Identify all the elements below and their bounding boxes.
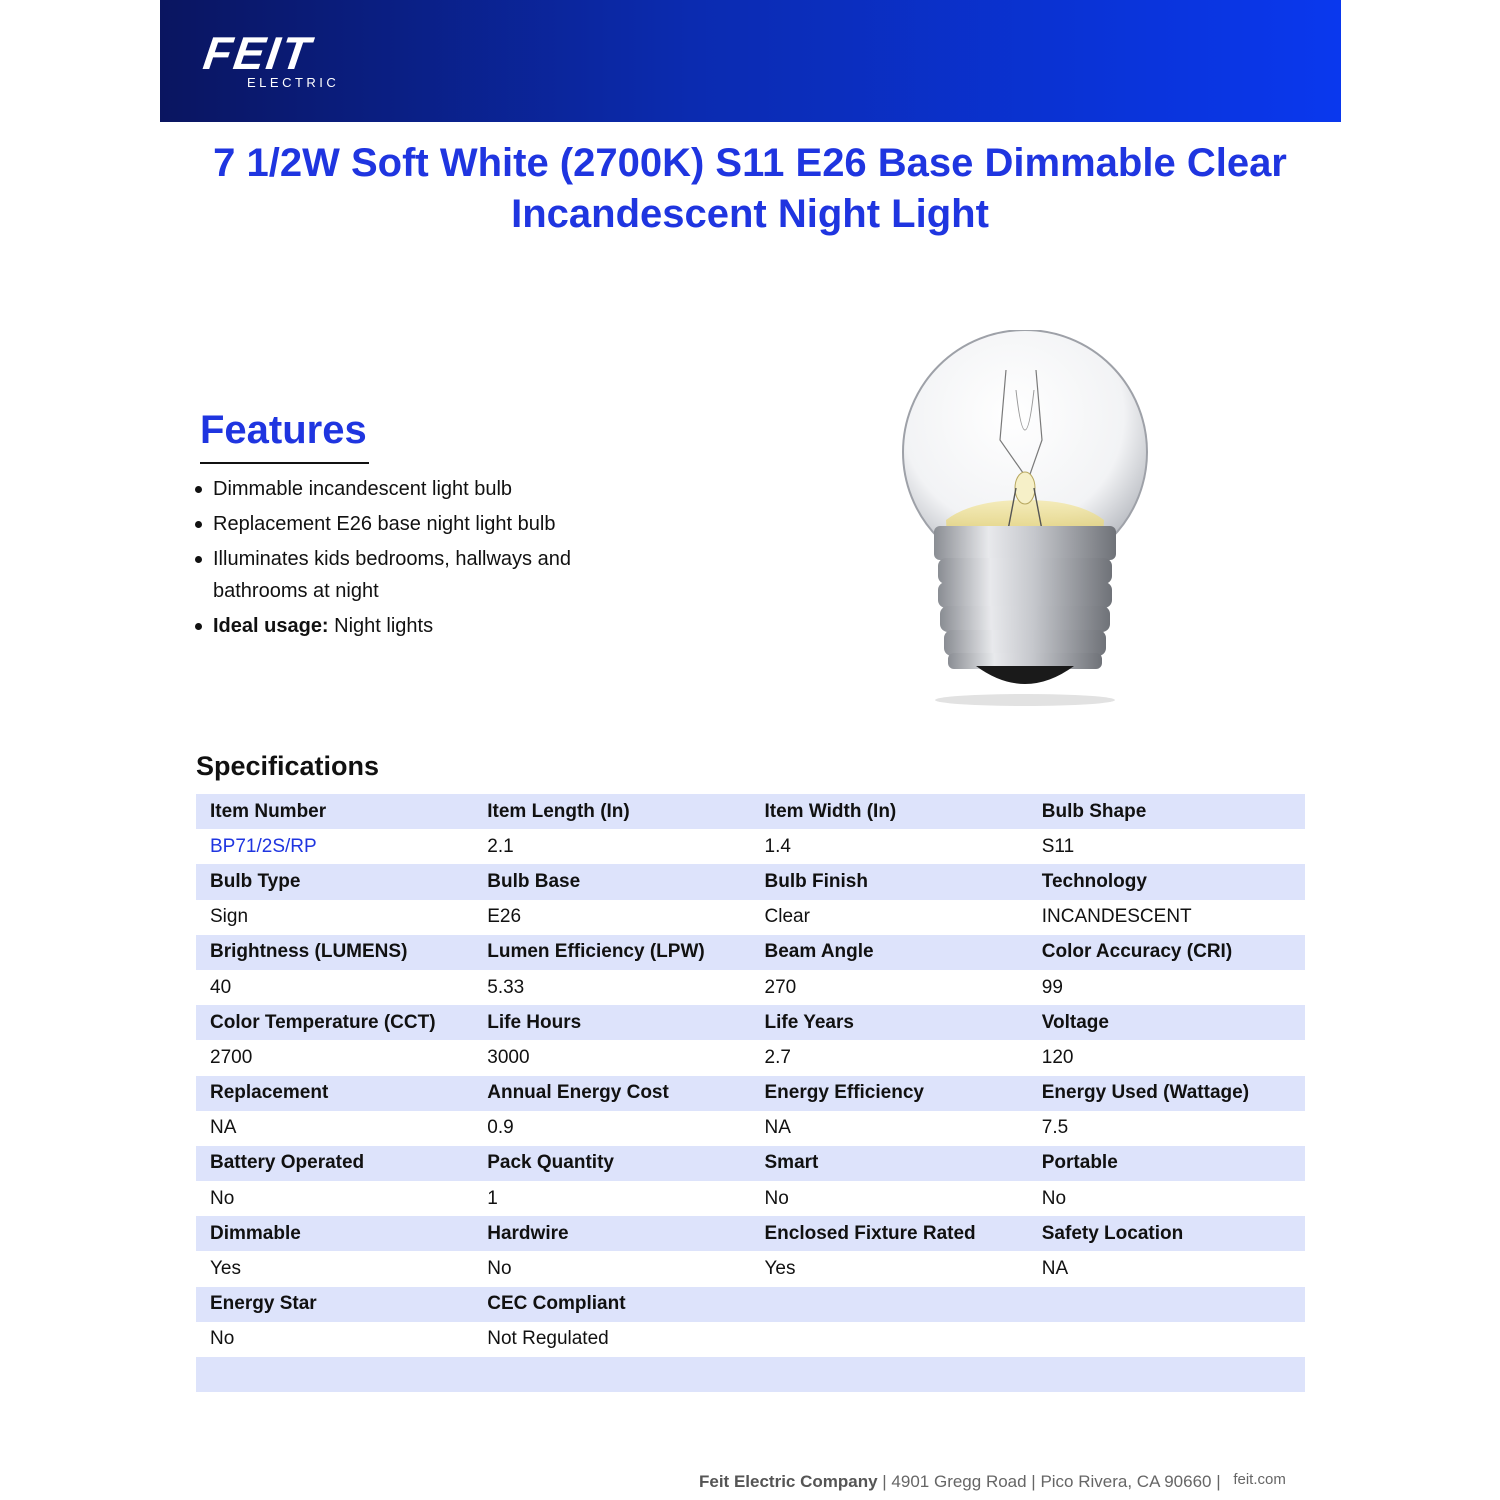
spec-value: 40 bbox=[210, 976, 232, 998]
spec-label: Color Temperature (CCT) bbox=[210, 1011, 436, 1033]
spec-value: 2.1 bbox=[487, 835, 514, 857]
spec-label: CEC Compliant bbox=[487, 1293, 626, 1315]
feit-electric-logo[interactable] bbox=[200, 27, 380, 92]
feature-item bbox=[193, 473, 633, 505]
footer-company: Feit Electric Company bbox=[699, 1472, 878, 1491]
feature-item-text: Dimmable incandescent light bulb bbox=[213, 478, 513, 500]
feature-item bbox=[193, 610, 633, 642]
spec-label: Dimmable bbox=[210, 1222, 301, 1244]
specifications-heading: Specifications bbox=[196, 751, 380, 781]
features-underline bbox=[200, 462, 369, 464]
spec-value: Sign bbox=[210, 906, 249, 928]
specifications-table bbox=[196, 794, 1305, 1392]
spec-value: 1.4 bbox=[764, 835, 791, 857]
spec-header-row bbox=[196, 935, 1305, 970]
spec-label: Battery Operated bbox=[210, 1152, 365, 1174]
spec-value-row bbox=[196, 1322, 1305, 1357]
spec-value: No bbox=[764, 1187, 789, 1209]
spec-label: Annual Energy Cost bbox=[487, 1082, 669, 1104]
spec-value-row bbox=[196, 1040, 1305, 1075]
spec-label: Energy Efficiency bbox=[764, 1082, 924, 1104]
spec-label: Portable bbox=[1041, 1152, 1118, 1174]
spec-label: Smart bbox=[764, 1152, 819, 1174]
spec-value-row bbox=[196, 829, 1305, 864]
spec-header-row bbox=[196, 1076, 1305, 1111]
spec-value: No bbox=[1041, 1187, 1067, 1209]
spec-label: Item Length (In) bbox=[487, 800, 630, 822]
spec-value-row bbox=[196, 970, 1305, 1005]
spec-value: 99 bbox=[1041, 976, 1063, 998]
feature-item-label: Ideal usage: bbox=[213, 615, 329, 637]
feature-item-text: Replacement E26 base night light bulb bbox=[213, 513, 556, 535]
spec-value: 120 bbox=[1041, 1046, 1074, 1068]
spec-label: Hardwire bbox=[487, 1222, 569, 1244]
spec-value: No bbox=[210, 1187, 235, 1209]
features-heading: Features bbox=[200, 408, 367, 452]
spec-header-row bbox=[196, 1216, 1305, 1251]
spec-label: Lumen Efficiency (LPW) bbox=[487, 941, 705, 963]
spec-value-row bbox=[196, 1251, 1305, 1286]
feature-item bbox=[193, 543, 633, 607]
spec-label: Bulb Finish bbox=[764, 870, 868, 892]
spec-value: Yes bbox=[210, 1258, 241, 1280]
spec-value: 7.5 bbox=[1041, 1117, 1069, 1139]
spec-label: Bulb Base bbox=[487, 870, 581, 892]
logo-wordmark: FEIT bbox=[200, 27, 316, 79]
footer bbox=[699, 1472, 1286, 1492]
spec-value-row bbox=[196, 1111, 1305, 1146]
spec-value: 270 bbox=[764, 976, 797, 998]
spec-value: No bbox=[487, 1258, 512, 1280]
spec-value: NA bbox=[1041, 1258, 1069, 1280]
spec-header-row bbox=[196, 1146, 1305, 1181]
spec-value: 1 bbox=[487, 1187, 498, 1209]
spec-value: 3000 bbox=[487, 1046, 530, 1068]
spec-value: S11 bbox=[1041, 835, 1075, 857]
spec-label: Enclosed Fixture Rated bbox=[764, 1222, 976, 1244]
item-number-link[interactable]: BP71/2S/RP bbox=[210, 835, 317, 857]
spec-label: Bulb Shape bbox=[1041, 800, 1147, 822]
spec-label: Energy Used (Wattage) bbox=[1041, 1082, 1250, 1104]
bullet-icon bbox=[195, 521, 202, 528]
light-bulb-image bbox=[888, 330, 1158, 710]
bullet-icon bbox=[195, 486, 202, 493]
spec-label: Item Number bbox=[210, 800, 327, 822]
spec-value: 2.7 bbox=[764, 1046, 791, 1068]
spec-value-row bbox=[196, 1181, 1305, 1216]
spec-label: Energy Star bbox=[210, 1293, 317, 1315]
feature-item-text: Night lights bbox=[328, 615, 434, 637]
spec-header-row bbox=[196, 1287, 1305, 1322]
footer-website-link[interactable]: feit.com bbox=[1233, 1471, 1286, 1488]
spec-value: Yes bbox=[764, 1258, 796, 1280]
spec-header-row bbox=[196, 794, 1305, 829]
spec-label: Replacement bbox=[210, 1082, 329, 1104]
spec-value: 5.33 bbox=[487, 976, 525, 998]
product-title: 7 1/2W Soft White (2700K) S11 E26 Base Dimmable Clear Incandescent Night Light bbox=[213, 141, 1287, 236]
feature-item bbox=[193, 508, 633, 540]
spec-label: Technology bbox=[1041, 870, 1147, 892]
spec-label: Life Hours bbox=[487, 1011, 582, 1033]
spec-value: Not Regulated bbox=[487, 1328, 609, 1350]
spec-label: Voltage bbox=[1041, 1011, 1109, 1033]
bullet-icon bbox=[195, 623, 202, 630]
spec-header-row bbox=[196, 1357, 1305, 1392]
spec-value: INCANDESCENT bbox=[1041, 906, 1192, 928]
spec-header-row bbox=[196, 1005, 1305, 1040]
spec-label: Safety Location bbox=[1041, 1222, 1184, 1244]
spec-header-row bbox=[196, 864, 1305, 899]
spec-label: Beam Angle bbox=[764, 941, 874, 963]
spec-label: Color Accuracy (CRI) bbox=[1041, 941, 1233, 963]
feature-item-text: Illuminates kids bedrooms, hallways and bathrooms at night bbox=[213, 548, 571, 602]
spec-label: Pack Quantity bbox=[487, 1152, 614, 1174]
spec-value-row bbox=[196, 900, 1305, 935]
spec-label: Life Years bbox=[764, 1011, 854, 1033]
spec-value: Clear bbox=[764, 906, 810, 928]
footer-address: | 4901 Gregg Road | Pico Rivera, CA 90660 | bbox=[877, 1472, 1226, 1491]
logo-subtitle: ELECTRIC bbox=[247, 75, 340, 90]
spec-value: E26 bbox=[487, 906, 522, 928]
spec-label: Item Width (In) bbox=[764, 800, 897, 822]
bullet-icon bbox=[195, 556, 202, 563]
spec-label: Brightness (LUMENS) bbox=[210, 941, 408, 963]
spec-value: No bbox=[210, 1328, 235, 1350]
features-list bbox=[193, 473, 633, 645]
spec-value: NA bbox=[210, 1117, 237, 1139]
spec-value: 2700 bbox=[210, 1046, 253, 1068]
spec-label: Bulb Type bbox=[210, 870, 301, 892]
spec-value: NA bbox=[764, 1117, 791, 1139]
spec-value: 0.9 bbox=[487, 1117, 514, 1139]
